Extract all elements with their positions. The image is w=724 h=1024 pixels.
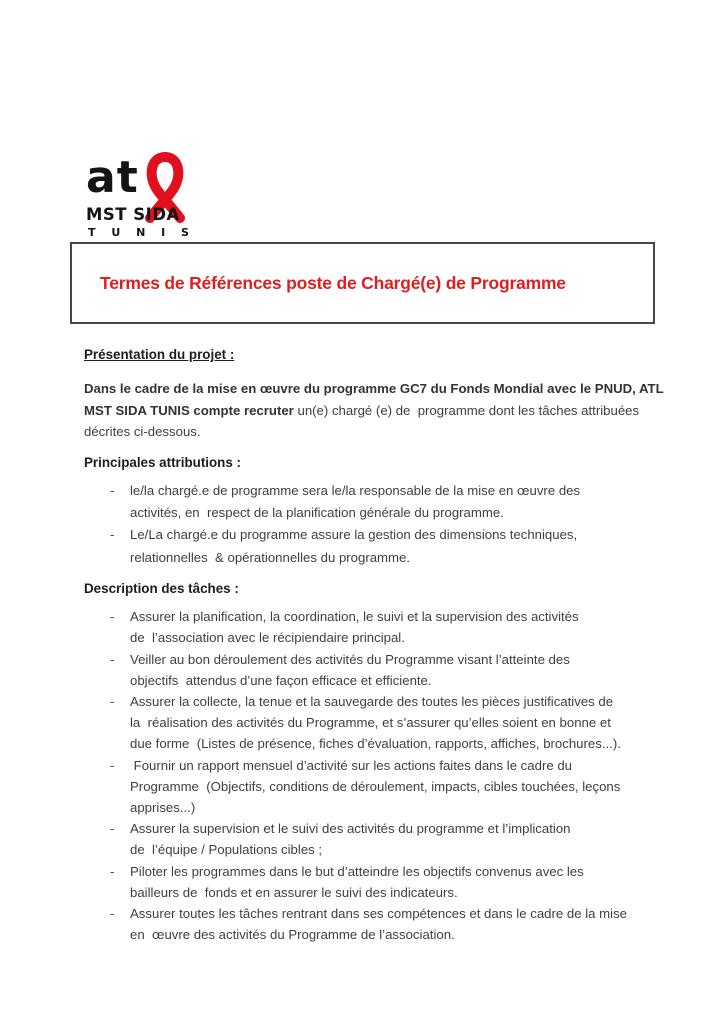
list-item xyxy=(84,480,674,525)
list-item-line: de l’association avec le récipiendaire principal. xyxy=(130,630,405,646)
bullet-marker: - xyxy=(110,527,115,543)
list-item-text xyxy=(130,903,674,945)
list-item-text xyxy=(130,691,674,755)
bullet-marker: - xyxy=(110,651,115,667)
list-item xyxy=(84,691,674,755)
list-item-line: Veiller au bon déroulement des activités du Programme visant l’atteinte des xyxy=(130,651,570,667)
list-item-line: activités, en respect de la planification générale du programme. xyxy=(130,504,504,520)
list-item-line: Piloter les programmes dans le but d’atteindre les objectifs convenus avec les xyxy=(130,863,584,879)
list-item-line: Le/La chargé.e du programme assure la gestion des dimensions techniques, xyxy=(130,527,578,543)
section-heading-presentation: Présentation du projet : xyxy=(84,347,235,362)
list-item xyxy=(84,649,674,691)
list-item-line: en œuvre des activités du Programme de l’association. xyxy=(130,927,455,943)
atl-logo xyxy=(86,150,206,245)
attributions-list xyxy=(84,480,674,570)
bullet-marker: - xyxy=(110,905,115,921)
paragraph-line xyxy=(84,400,674,422)
list-item-text xyxy=(130,649,674,691)
list-item-text xyxy=(130,755,674,819)
list-item xyxy=(84,755,674,819)
presentation-paragraph xyxy=(84,378,674,443)
list-item-line: Assurer la supervision et le suivi des activités du programme et l’implication xyxy=(130,821,571,837)
bullet-marker: - xyxy=(110,609,115,625)
paragraph-line: Dans le cadre de la mise en œuvre du programme GC7 du Fonds Mondial avec le PNUD, ATL xyxy=(84,381,664,396)
list-item-line: relationnelles & opérationnelles du programme. xyxy=(130,549,411,565)
bullet-marker: - xyxy=(110,482,115,498)
list-item xyxy=(84,903,674,945)
list-item xyxy=(84,606,674,648)
page-title: Termes de Références poste de Chargé(e) de Programme xyxy=(100,272,566,293)
paragraph-regular-run: un(e) chargé (e) de programme dont les tâches attribuées xyxy=(293,402,640,418)
list-item xyxy=(84,861,674,903)
list-item-line: objectifs attendus d’une façon efficace et efficiente. xyxy=(130,672,432,688)
logo-city: T U N I S xyxy=(88,226,195,239)
section-heading-attributions: Principales attributions : xyxy=(84,454,241,470)
list-item-text xyxy=(130,606,674,648)
list-item-line: de l’équipe / Populations cibles ; xyxy=(130,842,323,858)
logo-wordmark: at xyxy=(86,152,139,203)
list-item xyxy=(84,524,674,569)
paragraph-bold-run: MST SIDA TUNIS compte recruter xyxy=(84,402,294,418)
list-item-line: Fournir un rapport mensuel d’activité sur les actions faites dans le cadre du xyxy=(130,757,573,773)
list-item-text xyxy=(130,480,674,525)
bullet-marker: - xyxy=(110,863,115,879)
list-item-line: bailleurs de fonds et en assurer le suivi des indicateurs. xyxy=(130,884,458,900)
list-item-line: le/la chargé.e de programme sera le/la responsable de la mise en œuvre des xyxy=(130,482,581,498)
list-item-text xyxy=(130,524,674,569)
list-item-line: due forme (Listes de présence, fiches d’évaluation, rapports, affiches, brochures...). xyxy=(130,736,621,752)
bullet-marker: - xyxy=(110,821,115,837)
paragraph-line: décrites ci-dessous. xyxy=(84,424,201,439)
list-item-line: Assurer la planification, la coordination, le suivi et la supervision des activités xyxy=(130,609,579,625)
document-body xyxy=(84,347,674,945)
list-item-line: Assurer la collecte, la tenue et la sauvegarde des toutes les pièces justificatives de xyxy=(130,693,614,709)
list-item-line: Programme (Objectifs, conditions de déroulement, impacts, cibles touchées, leçons xyxy=(130,778,621,794)
title-box xyxy=(70,242,655,324)
tasks-list xyxy=(84,606,674,945)
section-heading-tasks: Description des tâches : xyxy=(84,581,239,597)
list-item-line: la réalisation des activités du Programme, et s’assurer qu’elles soient en bonne et xyxy=(130,715,611,731)
bullet-marker: - xyxy=(110,757,115,773)
list-item-line: apprises...) xyxy=(130,799,196,815)
logo-org-name: MST SIDA xyxy=(86,205,180,224)
list-item-line: Assurer toutes les tâches rentrant dans ses compétences et dans le cadre de la mise xyxy=(130,905,627,921)
bullet-marker: - xyxy=(110,693,115,709)
list-item xyxy=(84,818,674,860)
list-item-text xyxy=(130,818,674,860)
list-item-text xyxy=(130,861,674,903)
